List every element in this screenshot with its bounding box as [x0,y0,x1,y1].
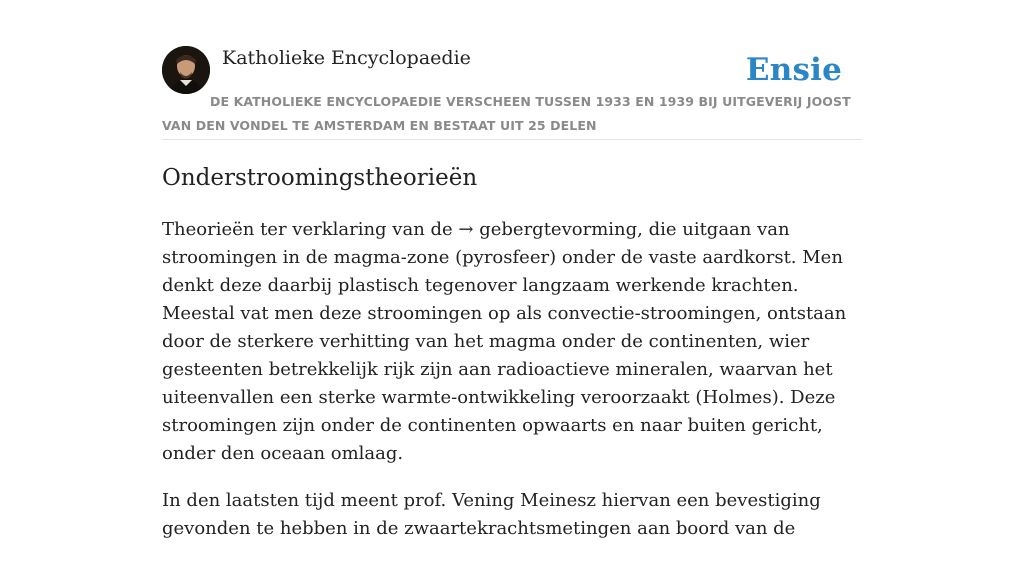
site-tagline: DE KATHOLIEKE ENCYCLOPAEDIE VERSCHEEN TUSSEN 1933 EN 1939 BIJ UITGEVERIJ JOOST VAN DEN VONDEL TE AMSTERDAM EN BESTAAT UIT 25 DELEN [162,94,851,133]
article-body [162,216,864,562]
brand-logo[interactable]: Ensie [745,52,842,88]
article-paragraph: Theorieën ter verklaring van de → gebergtevorming, die uitgaan van stroomingen in de magma-zone (pyrosfeer) onder de vaste aardkorst. Men denkt deze daarbij plastisch tegenover langzaam werkende krachten. Meestal vat men deze stroomingen op als convectie-stroomingen, ontstaan door de sterkere verhitting van het magma onder de continenten, wier gesteenten betrekkelijk rijk zijn aan radioactieve mineralen, waarvan het uiteenvallen een sterke warmte-ontwikkeling veroorzaakt (Holmes). Deze stroomingen zijn onder de continenten opwaarts en naar buiten gericht, onder den oceaan omlaag. [162,219,847,464]
portrait-avatar-icon[interactable] [162,46,210,94]
article-title: Onderstroomingstheorieën [162,165,478,191]
site-title[interactable]: Katholieke Encyclopaedie [222,47,471,69]
article-paragraph: In den laatsten tijd meent prof. Vening Meinesz hiervan een bevestiging gevonden te hebben in de zwaartekrachtsmetingen aan boord van de [162,490,821,539]
header-divider [162,139,862,140]
